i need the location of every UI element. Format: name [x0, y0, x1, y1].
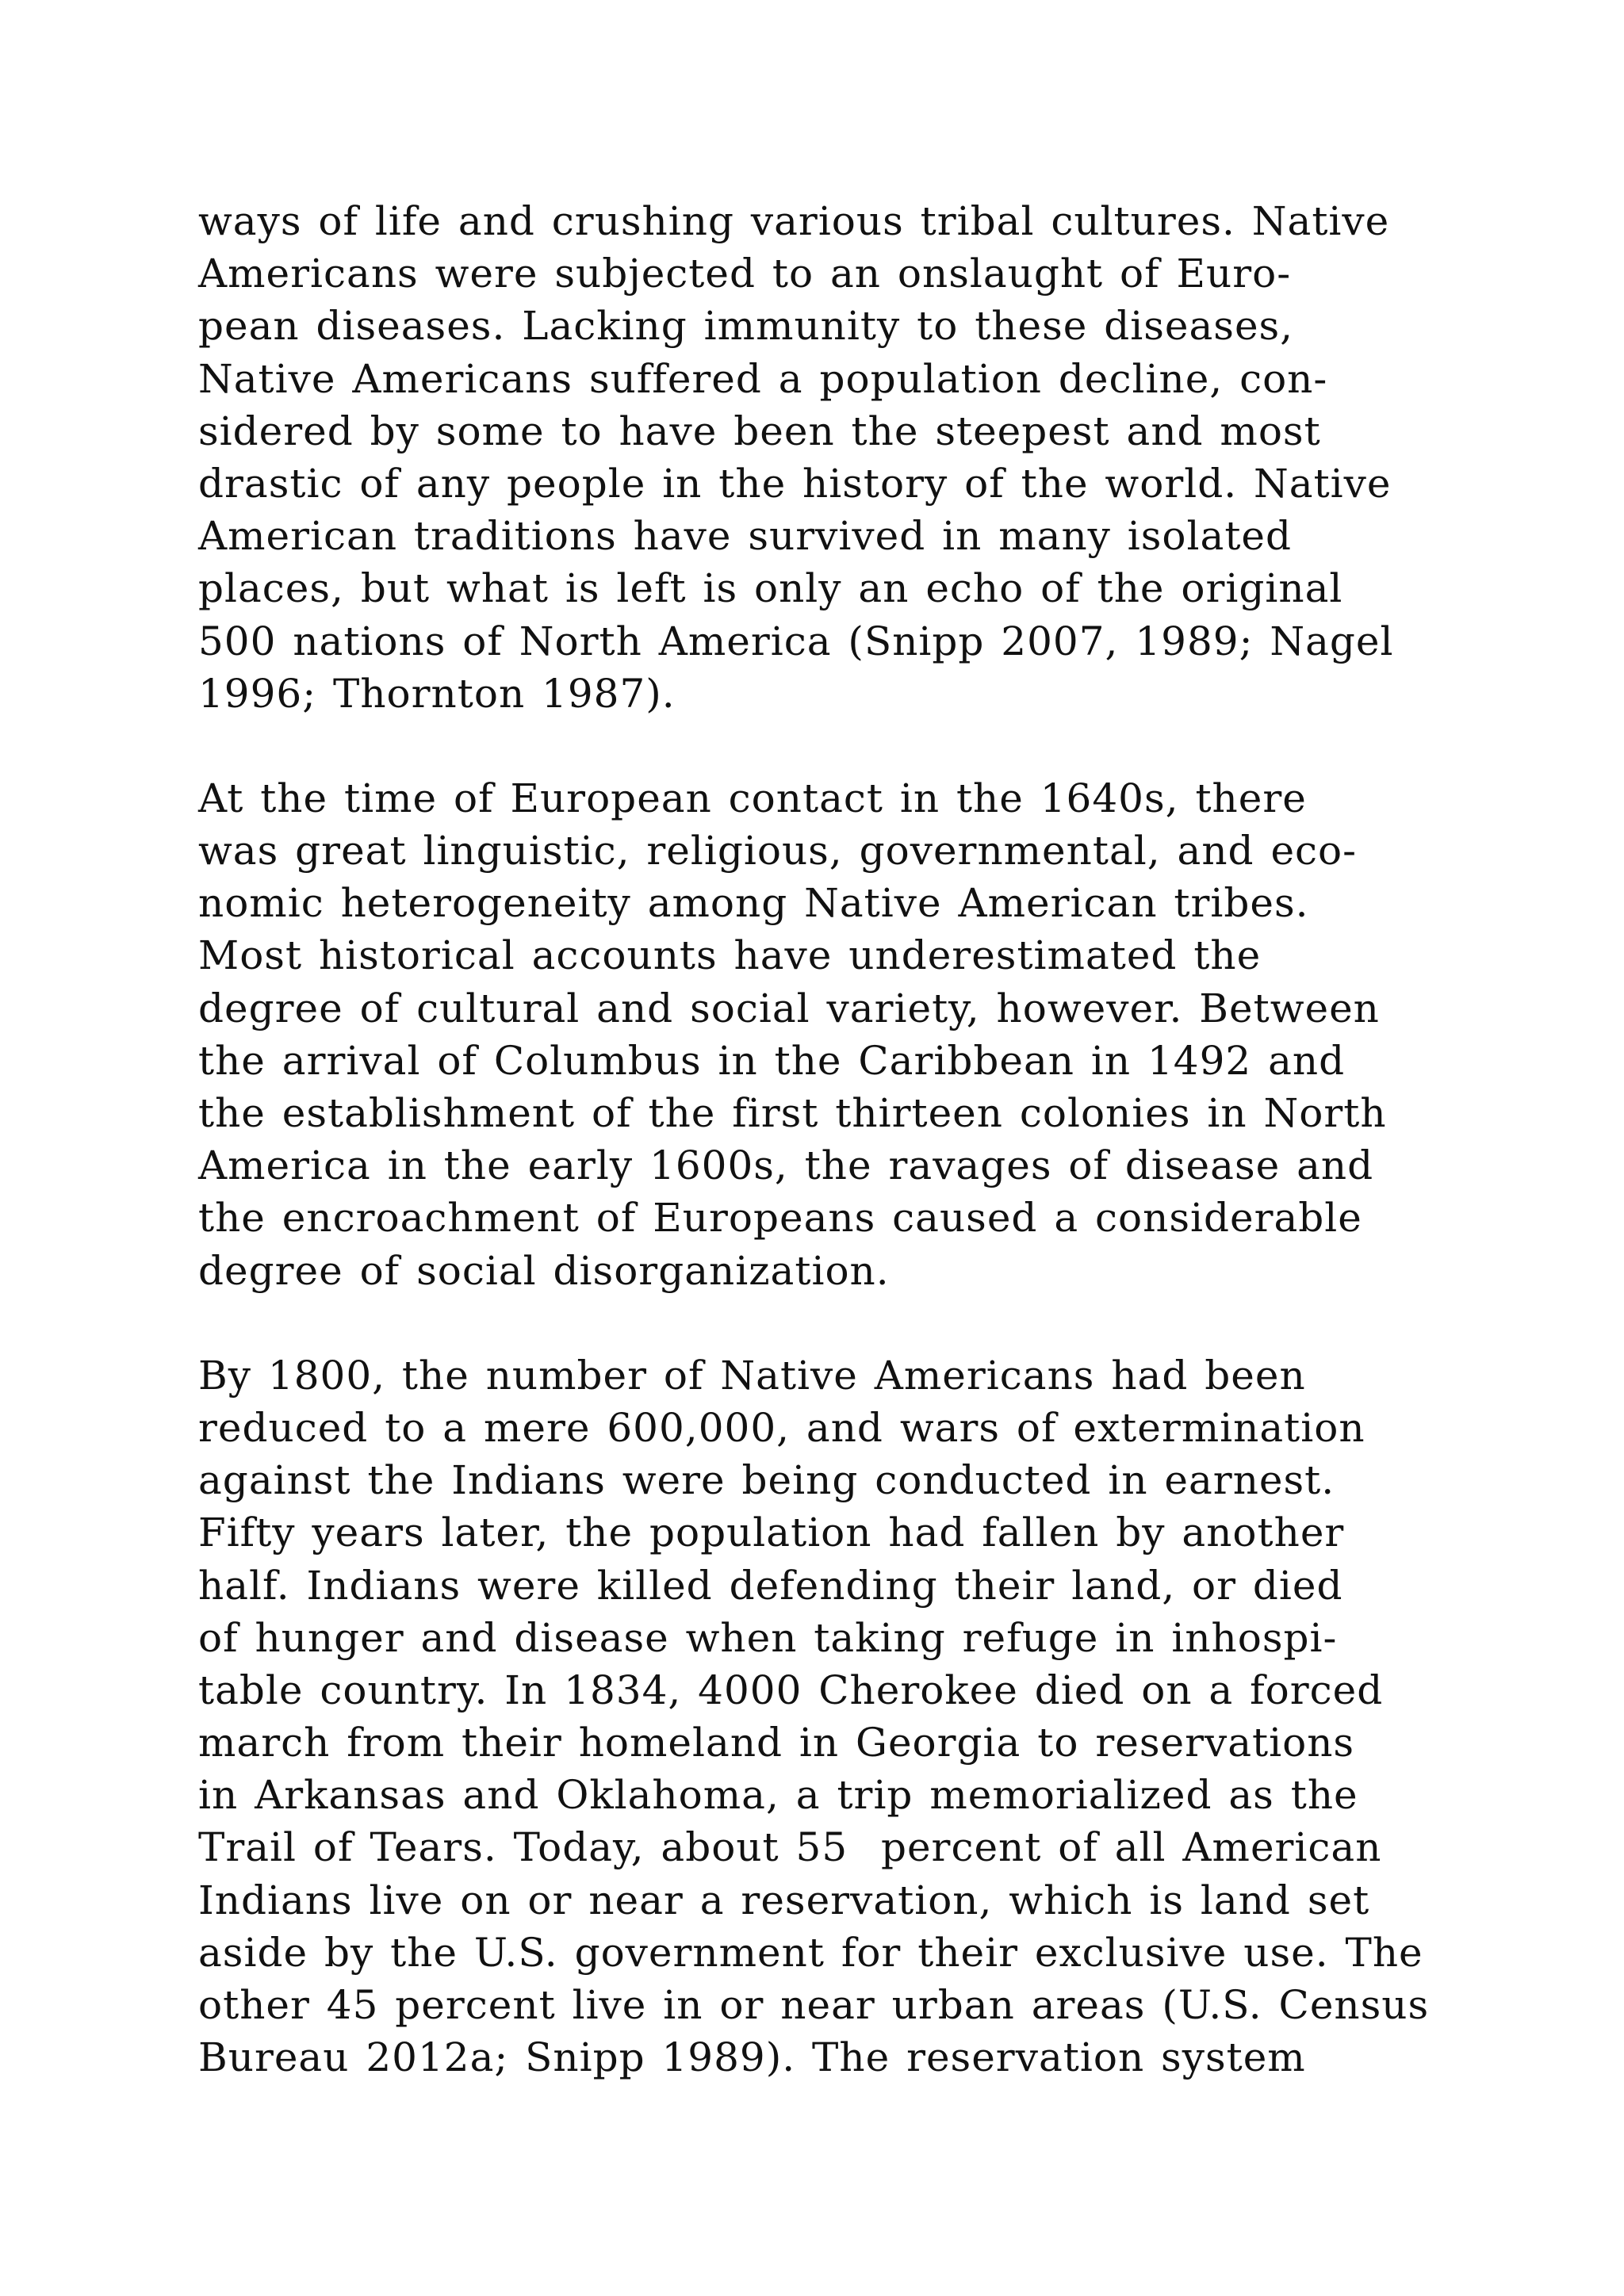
text-line: the encroachment of Europeans caused a considerable	[198, 1195, 1362, 1242]
text-line: in Arkansas and Oklahoma, a trip memorialized as the	[198, 1772, 1358, 1819]
text-line: American traditions have survived in many isolated	[198, 513, 1293, 560]
text-line: other 45 percent live in or near urban areas (U.S. Census	[198, 1982, 1430, 2028]
text-line: against the Indians were being conducted in earnest.	[198, 1457, 1335, 1504]
text-line: table country. In 1834, 4000 Cherokee died on a forced	[198, 1667, 1384, 1713]
text-line: Bureau 2012a; Snipp 1989). The reservation system	[198, 2034, 1306, 2081]
text-line: By 1800, the number of Native Americans had been	[198, 1352, 1306, 1399]
text-line: the arrival of Columbus in the Caribbean in 1492 and	[198, 1037, 1346, 1084]
text-line: Native Americans suffered a population decline, con-	[198, 355, 1328, 402]
text-line: Americans were subjected to an onslaught of Euro-	[198, 251, 1292, 297]
text-line: sidered by some to have been the steepest and most	[198, 408, 1321, 454]
paragraph-3	[198, 1349, 1546, 2084]
text-line: Trail of Tears. Today, about 55 percent of all American	[198, 1824, 1382, 1871]
paragraph-1	[198, 195, 1546, 720]
text-line: At the time of European contact in the 1640s, there	[198, 775, 1307, 821]
text-line: 500 nations of North America (Snipp 2007, 1989; Nagel	[198, 618, 1394, 664]
paragraph-2	[198, 772, 1546, 1297]
text-line: Fifty years later, the population had fallen by another	[198, 1510, 1345, 1556]
text-line: 1996; Thornton 1987).	[198, 670, 676, 717]
text-line: march from their homeland in Georgia to reservations	[198, 1720, 1355, 1766]
text-line: drastic of any people in the history of the world. Native	[198, 460, 1392, 507]
text-line: aside by the U.S. government for their exclusive use. The	[198, 1929, 1423, 1976]
text-line: half. Indians were killed defending their land, or died	[198, 1562, 1343, 1609]
text-line: America in the early 1600s, the ravages of disease and	[198, 1142, 1374, 1189]
text-line: the establishment of the first thirteen colonies in North	[198, 1090, 1387, 1136]
text-line: places, but what is left is only an echo of the original	[198, 565, 1343, 612]
text-line: pean diseases. Lacking immunity to these diseases,	[198, 303, 1294, 350]
text-line: of hunger and disease when taking refuge in inhospi-	[198, 1614, 1338, 1661]
text-line: was great linguistic, religious, governmental, and eco-	[198, 828, 1358, 874]
text-line: degree of cultural and social variety, however. Between	[198, 985, 1380, 1031]
text-line: degree of social disorganization.	[198, 1247, 890, 1294]
text-line: Indians live on or near a reservation, which is land set	[198, 1877, 1370, 1923]
text-line: reduced to a mere 600,000, and wars of extermination	[198, 1404, 1365, 1451]
body-text	[198, 195, 1546, 2084]
text-line: nomic heterogeneity among Native American tribes.	[198, 880, 1309, 927]
text-line: Most historical accounts have underestimated the	[198, 932, 1262, 979]
text-line: ways of life and crushing various tribal cultures. Native	[198, 198, 1390, 244]
